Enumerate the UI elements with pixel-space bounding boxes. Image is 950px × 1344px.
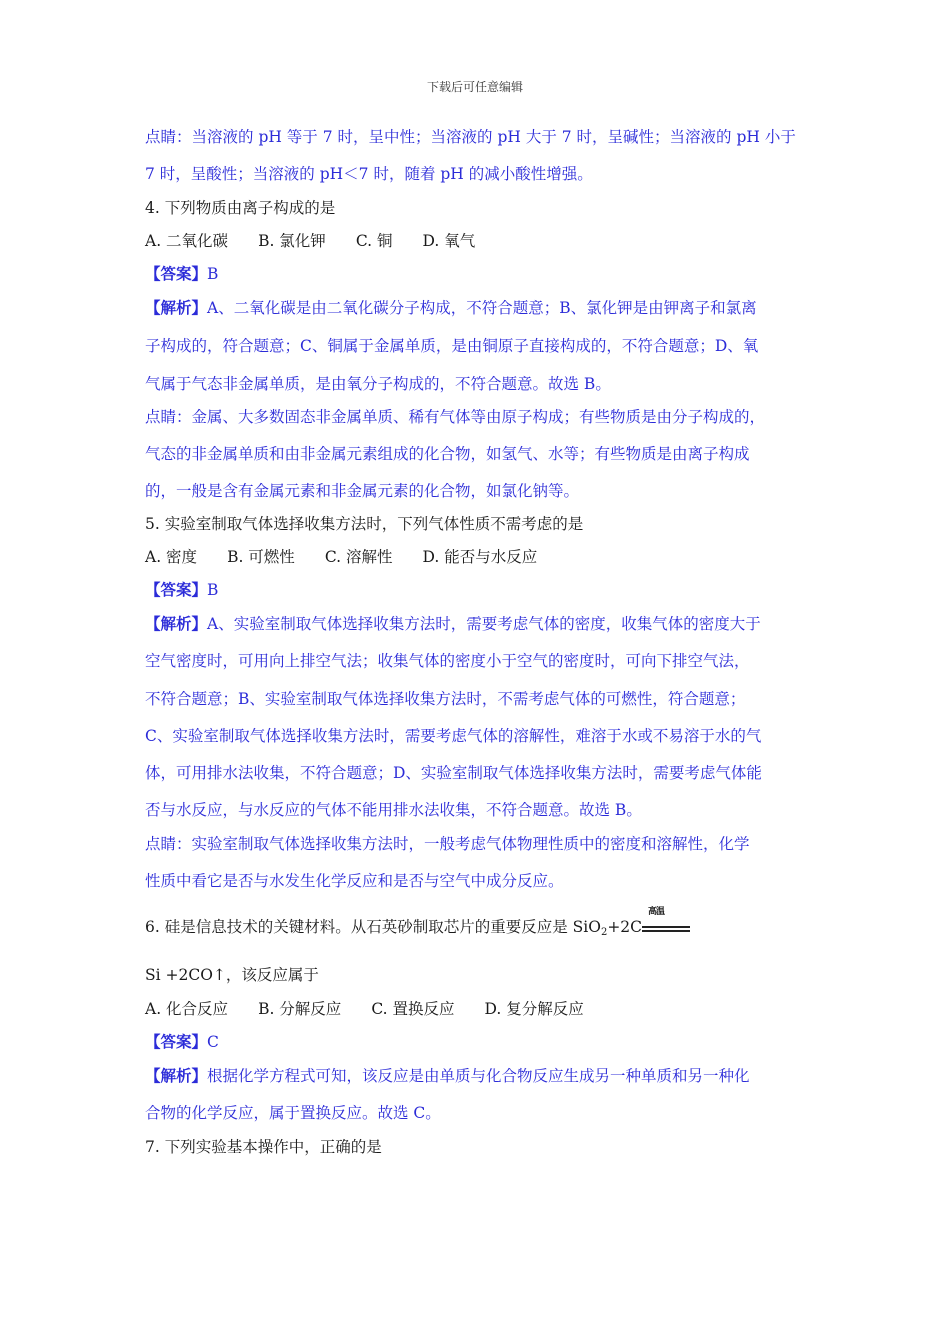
q6-options [145, 999, 584, 1019]
tip-label: 点睛： [145, 128, 192, 146]
q5-option-d: D. 能否与水反应 [422, 548, 538, 566]
condition-label: 高温 [648, 907, 665, 917]
q5-option-c: C. 溶解性 [324, 548, 393, 566]
q4-tip-line-2: 气态的非金属单质和由非金属元素组成的化合物，如氢气、水等；有些物质是由离子构成 [145, 445, 750, 463]
q6-option-b: B. 分解反应 [258, 1000, 342, 1018]
q6-answer: 【答案】C [145, 1032, 219, 1051]
q4-stem: 4. 下列物质由离子构成的是 [145, 199, 336, 217]
q4-analysis-line-3: 气属于气态非金属单质，是由氧分子构成的，不符合题意。故选 B。 [145, 375, 611, 393]
q6-option-a: A. 化合反应 [145, 1000, 229, 1018]
q5-stem: 5. 实验室制取气体选择收集方法时，下列气体性质不需考虑的是 [145, 515, 584, 533]
q4-analysis-line-2: 子构成的，符合题意；C、铜属于金属单质，是由铜原子直接构成的，不符合题意；D、氧 [145, 337, 759, 355]
q5-tip-line-1: 点睛：实验室制取气体选择收集方法时，一般考虑气体物理性质中的密度和溶解性，化学 [145, 835, 750, 853]
q5-analysis-line-4: C、实验室制取气体选择收集方法时，需要考虑气体的溶解性，难溶于水或不易溶于水的气 [145, 727, 762, 745]
q5-answer: 【答案】B [145, 580, 219, 599]
q6-option-d: D. 复分解反应 [484, 1000, 584, 1018]
q6-option-c: C. 置换反应 [371, 1000, 455, 1018]
q4-tip-line-3: 的，一般是含有金属元素和非金属元素的化合物，如氯化钠等。 [145, 482, 580, 500]
q5-options [145, 547, 537, 567]
q6-stem: 6. 硅是信息技术的关键材料。从石英砂制取芯片的重要反应是 SiO$_2$+2C 高温 [145, 917, 690, 937]
page-header: 下载后可任意编辑 [426, 80, 523, 94]
q5-option-b: B. 可燃性 [227, 548, 295, 566]
q5-analysis-line-6: 否与水反应，与水反应的气体不能用排水法收集，不符合题意。故选 B。 [145, 801, 642, 819]
q4-option-d: D. 氧气 [422, 232, 476, 250]
q5-analysis-line-5: 体，可用排水法收集，不符合题意；D、实验室制取气体选择收集方法时，需要考虑气体能 [145, 764, 762, 782]
q4-option-c: C. 铜 [355, 232, 393, 250]
reaction-condition-arrow [642, 907, 690, 937]
q4-option-a: A. 二氧化碳 [145, 232, 229, 250]
q7-stem: 7. 下列实验基本操作中，正确的是 [145, 1138, 382, 1156]
q5-analysis-line-1: 【解析】A、实验室制取气体选择收集方法时，需要考虑气体的密度，收集气体的密度大于 [145, 614, 761, 633]
q3-tip-line-2: 7 时，呈酸性；当溶液的 pH＜7 时，随着 pH 的减小酸性增强。 [145, 165, 593, 183]
q6-analysis-line-1: 【解析】根据化学方程式可知，该反应是由单质与化合物反应生成另一种单质和另一种化 [145, 1066, 750, 1085]
q5-analysis-line-2: 空气密度时，可用向上排空气法；收集气体的密度小于空气的密度时，可向下排空气法， [145, 652, 750, 670]
q5-option-a: A. 密度 [145, 548, 198, 566]
q6-stem-line-2: Si +2CO↑，该反应属于 [145, 966, 319, 984]
q3-tip-line-1: 点睛：当溶液的 pH 等于 7 时，呈中性；当溶液的 pH 大于 7 时，呈碱性；当溶液的 pH 小于 [145, 128, 796, 146]
q4-options [145, 231, 475, 251]
q5-analysis-line-3: 不符合题意；B、实验室制取气体选择收集方法时，不需考虑气体的可燃性，符合题意； [145, 690, 746, 708]
q4-tip-line-1: 点睛：金属、大多数固态非金属单质、稀有气体等由原子构成；有些物质是由分子构成的， [145, 408, 766, 426]
q5-tip-line-2: 性质中看它是否与水发生化学反应和是否与空气中成分反应。 [145, 872, 564, 890]
q4-option-b: B. 氯化钾 [258, 232, 326, 250]
q4-answer: 【答案】B [145, 264, 219, 283]
q6-analysis-line-2: 合物的化学反应，属于置换反应。故选 C。 [145, 1104, 441, 1122]
q4-analysis-line-1: 【解析】A、二氧化碳是由二氧化碳分子构成，不符合题意；B、氯化钾是由钾离子和氯离 [145, 298, 757, 317]
